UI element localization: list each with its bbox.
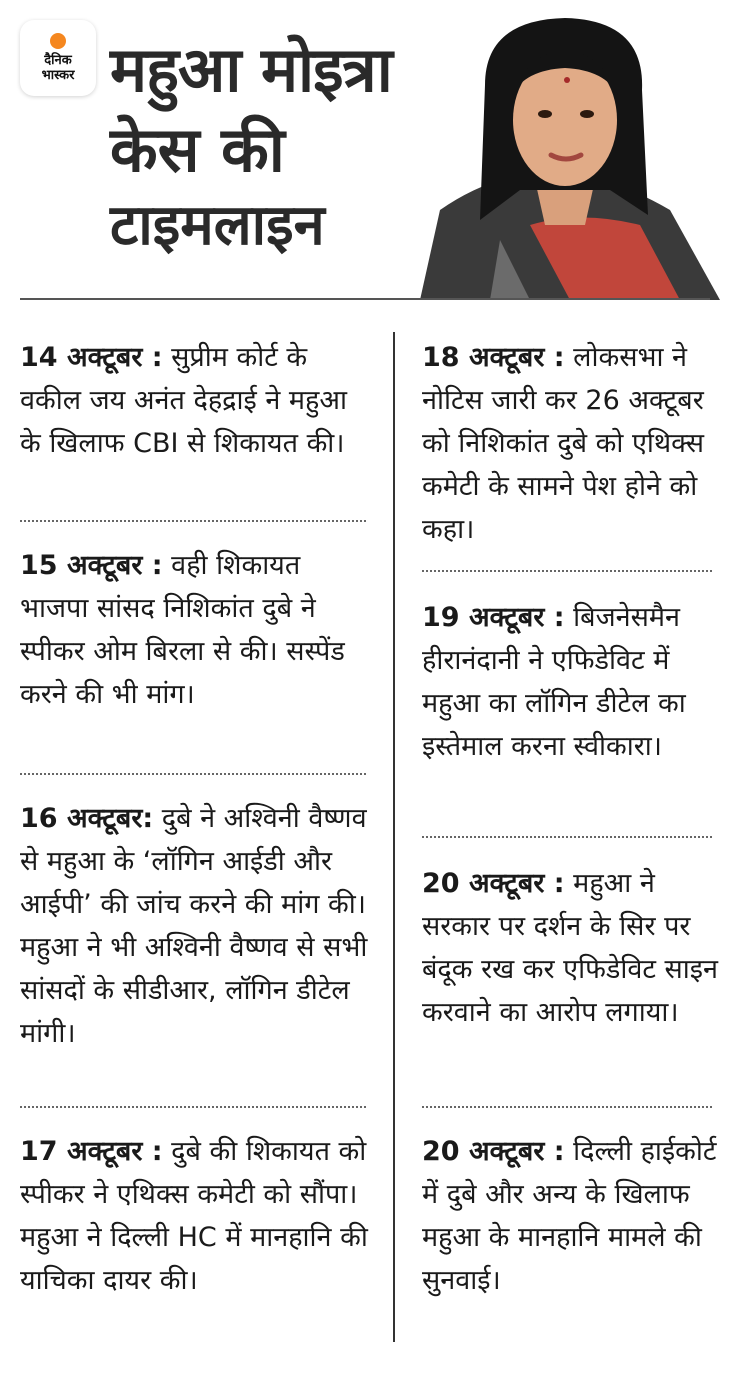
entry-date: 20 अक्टूबर : [422,1136,565,1167]
entry-text: महुआ ने सरकार पर दर्शन के सिर पर बंदूक रख कर एफिडेविट साइन करवाने का आरोप लगाया। [422,868,719,1028]
title-line-2: केस की [110,113,285,186]
entry-date: 15 अक्टूबर : [20,550,163,581]
title-line-3: टाइमलाइन [110,193,325,258]
title-line-1: महुआ मोइत्रा [110,33,392,106]
header-divider [20,298,710,300]
timeline-entry [422,336,722,551]
entry-text: दिल्ली हाईकोर्ट में दुबे और अन्य के खिलाफ महुआ के मानहानि मामले की सुनवाई। [422,1136,717,1296]
timeline-entry [422,862,722,1034]
brand-name-line2: भास्कर [41,68,75,83]
entry-date: 18 अक्टूबर : [422,342,565,373]
entry-date: 20 अक्टूबर : [422,868,565,899]
dotted-separator [20,773,366,775]
entry-date: 17 अक्टूबर : [20,1136,163,1167]
entry-date: 19 अक्टूबर : [422,602,565,633]
timeline-entry [20,336,370,465]
entry-date: 16 अक्टूबर: [20,803,154,834]
entry-text: सुप्रीम कोर्ट के वकील जय अनंत देहद्राई ने महुआ के खिलाफ CBI से शिकायत की। [20,342,347,459]
entry-text: दुबे ने अश्विनी वैष्णव से महुआ के ‘लॉगिन आईडी और आईपी’ की जांच करने की मांग की। महुआ ने भी अश्विनी वैष्णव से सभी सांसदों के सीडीआर, लॉगिन डीटेल मांगी। [20,803,368,1049]
timeline-entry [422,596,722,768]
entry-text: वही शिकायत भाजपा सांसद निशिकांत दुबे ने स्पीकर ओम बिरला से की। सस्पेंड करने की भी मांग। [20,550,345,710]
page-title [110,30,392,262]
entry-text: बिजनेसमैन हीरानंदानी ने एफिडेविट में महुआ का लॉगिन डीटेल का इस्तेमाल करना स्वीकारा। [422,602,686,762]
portrait-image [380,10,720,300]
logo-dot-icon [50,33,66,49]
dotted-separator [422,1106,712,1108]
brand-name-line1: दैनिक [44,53,72,68]
timeline-entry [20,797,370,1055]
entry-text: लोकसभा ने नोटिस जारी कर 26 अक्टूबर को निशिकांत दुबे को एथिक्स कमेटी के सामने पेश होने को कहा। [422,342,704,545]
brand-logo [20,20,96,96]
timeline-entry [20,544,370,716]
dotted-separator [20,1106,366,1108]
entry-text: दुबे की शिकायत को स्पीकर ने एथिक्स कमेटी को सौंपा। महुआ ने दिल्ली HC में मानहानि की याचिका दायर की। [20,1136,368,1296]
timeline-entry [20,1130,370,1302]
column-divider [393,332,395,1342]
dotted-separator [422,570,712,572]
dotted-separator [20,520,366,522]
timeline-entry [422,1130,722,1302]
dotted-separator [422,836,712,838]
entry-date: 14 अक्टूबर : [20,342,163,373]
